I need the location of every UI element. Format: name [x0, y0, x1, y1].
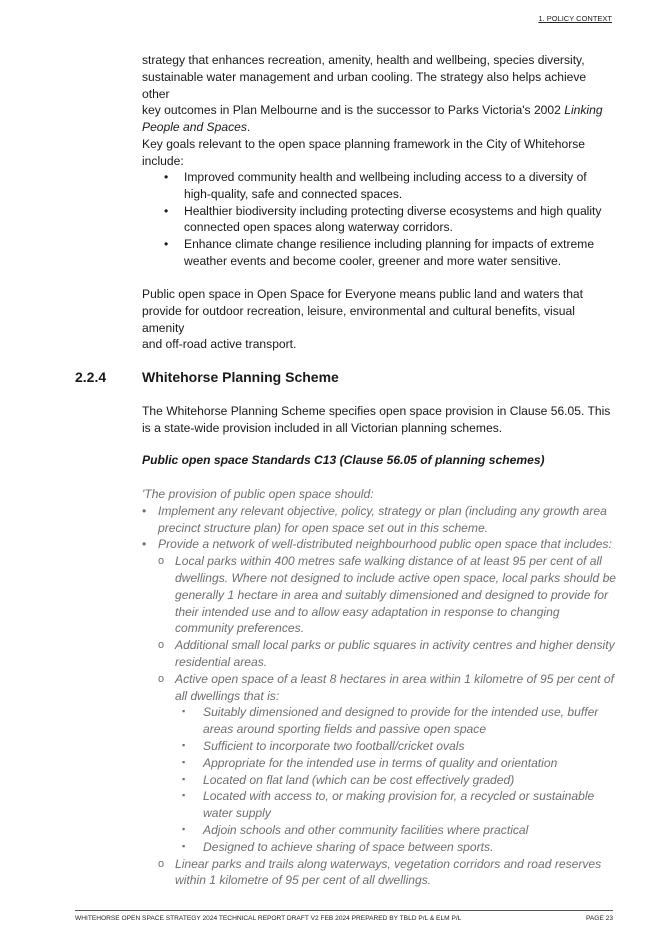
text-line: generally 1 hectare in area and suitably dimensioned and designed to provide for: [175, 587, 608, 602]
list-item: [142, 755, 620, 772]
bullet-marker: •: [164, 170, 169, 184]
text-line: provide for outdoor recreation, leisure, environmental and cultural benefits, visual amenity: [142, 303, 575, 335]
text-line: Appropriate for the intended use in terms of quality and orientation: [203, 755, 558, 770]
square-bullet-marker: ▪: [182, 823, 186, 834]
text-line: Sufficient to incorporate two football/cricket ovals: [203, 738, 465, 753]
footer-divider: [75, 910, 613, 911]
text-line: strategy that enhances recreation, amenity, health and wellbeing, species diversity,: [142, 53, 585, 67]
text-line: weather events and become cooler, greener and more water sensitive.: [184, 253, 562, 268]
section-paragraph: [142, 403, 614, 437]
running-header: 1. POLICY CONTEXT: [538, 14, 612, 23]
list-item: [142, 738, 620, 755]
list-item: [142, 536, 620, 553]
list-item: [142, 203, 614, 237]
text-line: include:: [142, 153, 184, 168]
document-title-italic: Linking: [564, 103, 603, 118]
text-line: The Whitehorse Planning Scheme specifies open space provision in Clause 56.05. This: [142, 404, 611, 418]
page-number: PAGE 23: [586, 915, 613, 922]
list-item: [142, 637, 620, 671]
intro-paragraph: [142, 52, 614, 136]
text-line: all dwellings that is:: [175, 688, 280, 703]
text-line: high-quality, safe and connected spaces.: [184, 186, 403, 201]
square-bullet-marker: ▪: [182, 756, 186, 767]
text-line: [142, 119, 614, 136]
circle-bullet-marker: o: [158, 857, 165, 870]
text-line: Key goals relevant to the open space planning framework in the City of Whitehorse: [142, 137, 586, 151]
square-bullet-marker: ▪: [182, 790, 186, 801]
text-line: precinct structure plan) for open space set out in this scheme.: [158, 520, 489, 535]
text-line: [142, 102, 614, 119]
text-line: Public open space in Open Space for Everyone means public land and waters that: [142, 287, 584, 301]
quote-intro: 'The provision of public open space should:: [142, 487, 374, 501]
definition-paragraph: [142, 286, 614, 353]
text-line: connected open spaces along waterway corridors.: [184, 220, 453, 235]
bullet-marker: •: [142, 537, 147, 552]
square-bullet-marker: ▪: [182, 706, 186, 717]
text-line: Designed to achieve sharing of space between sports.: [203, 839, 494, 854]
list-item: [142, 788, 620, 822]
page-footer: [75, 915, 613, 922]
text-line: Healthier biodiversity including protecting diverse ecosystems and high quality: [184, 203, 602, 218]
circle-bullet-marker: o: [158, 555, 165, 568]
text-line: sustainable water management and urban cooling. The strategy also helps achieve other: [142, 69, 587, 101]
text-line: within 1 kilometre of 95 per cent of all dwellings.: [175, 873, 432, 888]
text-line: Enhance climate change resilience including planning for impacts of extreme: [184, 237, 595, 252]
list-item: [142, 236, 614, 270]
list-item: [142, 704, 620, 738]
list-item: [142, 822, 620, 839]
bullet-marker: •: [142, 503, 147, 518]
goals-intro-paragraph: [142, 136, 614, 170]
list-item: [142, 553, 620, 637]
text-line: community preferences.: [175, 621, 305, 636]
text-line: and off-road active transport.: [142, 337, 297, 352]
text-line: is a state-wide provision included in all Victorian planning schemes.: [142, 420, 503, 435]
circle-bullet-marker: o: [158, 672, 165, 685]
quoted-standard: [142, 486, 620, 889]
text-line: water supply: [203, 806, 271, 821]
section-heading: Whitehorse Planning Scheme: [142, 369, 339, 385]
section-number: 2.2.4: [75, 369, 107, 385]
text-line: their intended use and to allow easy adaptation in response to changing: [175, 604, 560, 619]
square-bullet-marker: ▪: [182, 840, 186, 851]
text-line: Additional small local parks or public squares in activity centres and higher density: [175, 638, 615, 653]
list-item: [142, 772, 620, 789]
footer-report-title: WHITEHORSE OPEN SPACE STRATEGY 2024 TECHNICAL REPORT DRAFT V2 FEB 2024 PREPARED BY TBLD P/L & ELM P/L: [75, 915, 462, 922]
text-line: Provide a network of well-distributed neighbourhood public open space that includes:: [158, 537, 612, 552]
bullet-marker: •: [164, 237, 169, 252]
text-line: Located with access to, or making provision for, a recycled or sustainable: [203, 789, 595, 804]
text-line: Adjoin schools and other community facilities where practical: [203, 822, 529, 837]
text-line: residential areas.: [175, 654, 268, 669]
goals-list: [142, 169, 614, 270]
text-line: Located on flat land (which can be cost effectively graded): [203, 772, 515, 787]
text-line: Improved community health and wellbeing including access to a diversity of: [184, 170, 587, 184]
list-item: [142, 169, 614, 203]
text-line: Implement any relevant objective, policy, strategy or plan (including any growth area: [158, 503, 607, 518]
text-line: dwellings. Where not designed to include active open space, local parks should be: [175, 570, 617, 585]
list-item: [142, 671, 620, 705]
bullet-marker: •: [164, 203, 169, 218]
text-span: .: [246, 120, 251, 135]
text-span: key outcomes in Plan Melbourne and is the successor to Parks Victoria's 2002: [142, 103, 565, 118]
text-line: Local parks within 400 metres safe walking distance of at least 95 per cent of all: [175, 554, 602, 569]
standard-heading: Public open space Standards C13 (Clause 56.05 of planning schemes): [142, 453, 545, 467]
text-line: Linear parks and trails along waterways, vegetation corridors and road reserves: [175, 856, 602, 871]
square-bullet-marker: ▪: [182, 739, 186, 750]
list-item: [142, 839, 620, 856]
circle-bullet-marker: o: [158, 639, 165, 652]
list-item: [142, 856, 620, 890]
text-line: areas around sporting fields and passive open space: [203, 722, 487, 737]
document-title-italic: People and Spaces: [142, 120, 247, 135]
text-line: Active open space of a least 8 hectares in area within 1 kilometre of 95 per cent of: [175, 671, 614, 686]
text-line: Suitably dimensioned and designed to provide for the intended use, buffer: [203, 705, 599, 720]
square-bullet-marker: ▪: [182, 773, 186, 784]
list-item: [142, 503, 620, 537]
